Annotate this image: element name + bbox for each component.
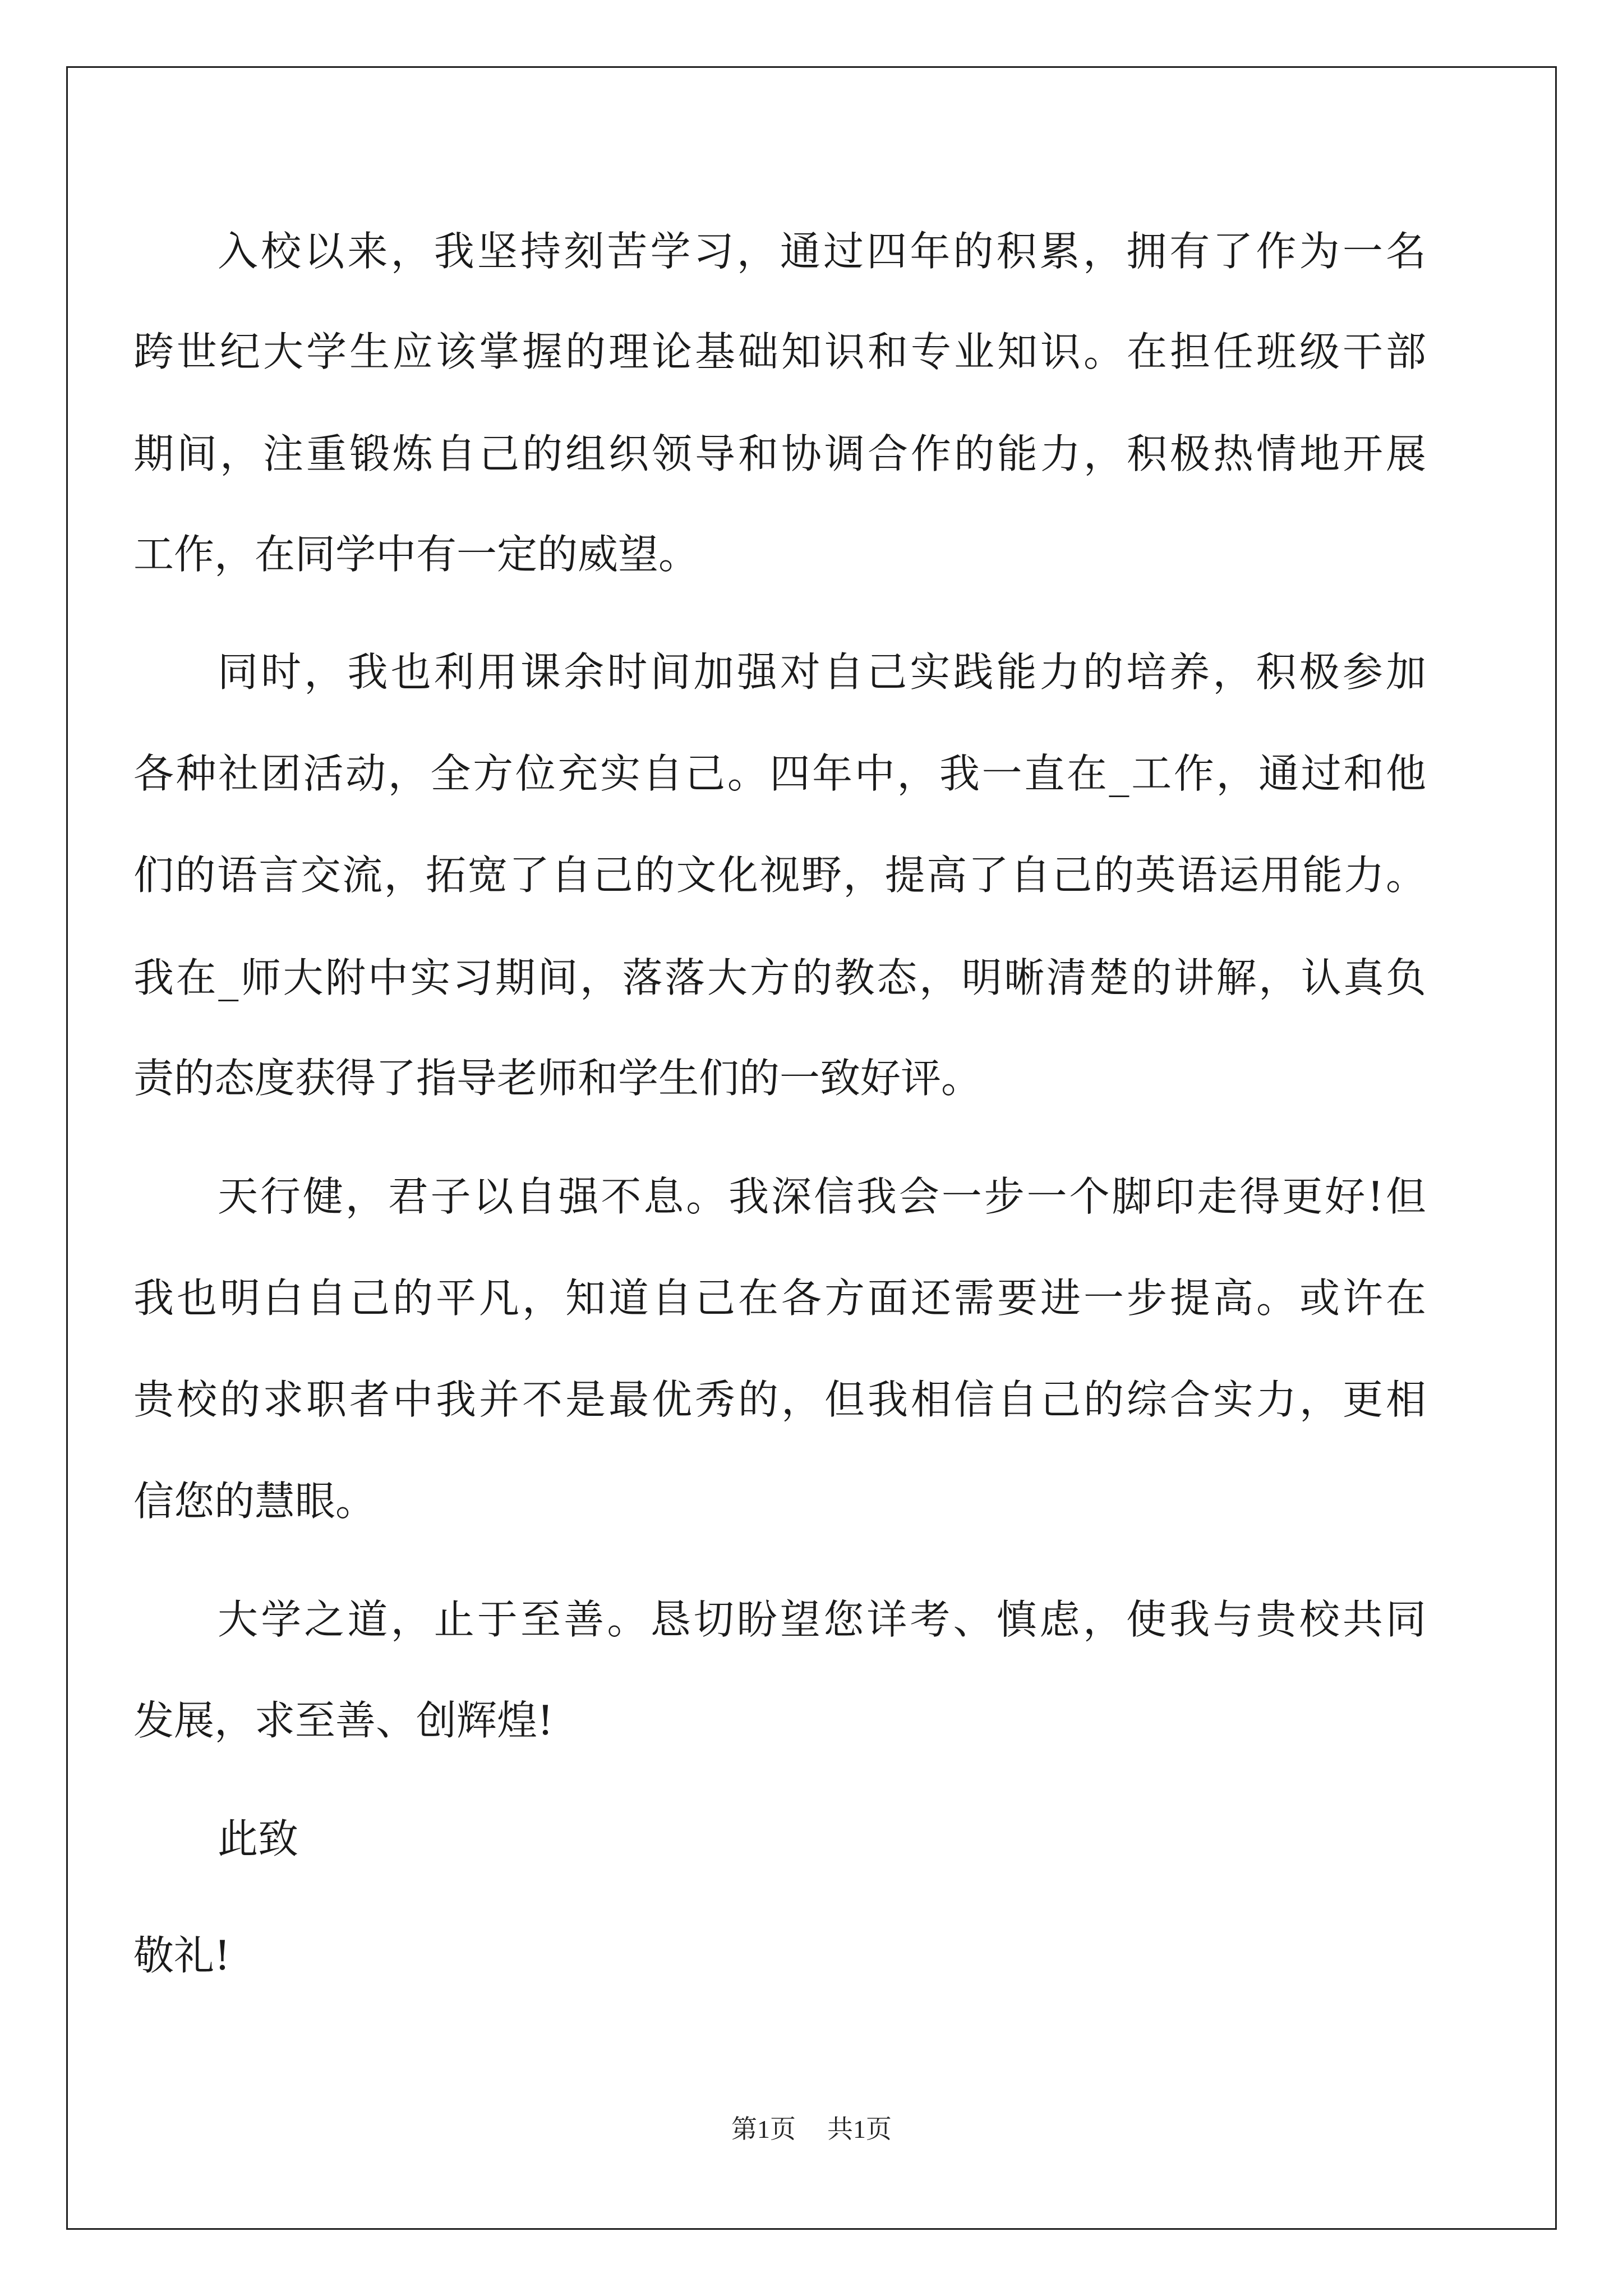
page-footer [0, 2113, 1623, 2146]
paragraph-2-line-2: 各种社团活动，全方位充实自己。四年中，我一直在_工作，通过和他 [133, 750, 1426, 797]
paragraph-2-line-1: 同时，我也利用课余时间加强对自己实践能力的培养，积极参加 [218, 648, 1426, 696]
paragraph-1-line-1: 入校以来，我坚持刻苦学习，通过四年的积累，拥有了作为一名 [218, 228, 1426, 275]
paragraph-3-line-3: 贵校的求职者中我并不是最优秀的，但我相信自己的综合实力，更相 [133, 1376, 1426, 1423]
paragraph-1-line-4: 工作，在同学中有一定的威望。 [133, 531, 699, 578]
paragraph-3-line-4: 信您的慧眼。 [133, 1478, 376, 1525]
paragraph-2-line-5: 责的态度获得了指导老师和学生们的一致好评。 [133, 1055, 982, 1102]
page-number-current: 第1页 [731, 2115, 796, 2143]
paragraph-1-line-2: 跨世纪大学生应该掌握的理论基础知识和专业知识。在担任班级干部 [133, 328, 1426, 375]
paragraph-4-line-2: 发展，求至善、创辉煌! [133, 1697, 554, 1744]
paragraph-4-line-1: 大学之道，止于至善。恳切盼望您详考、慎虑，使我与贵校共同 [218, 1596, 1426, 1643]
closing-salutation: 此致 [218, 1815, 299, 1862]
paragraph-2-line-4: 我在_师大附中实习期间，落落大方的教态，明晰清楚的讲解，认真负 [133, 954, 1426, 1001]
page-number-total: 共1页 [827, 2115, 892, 2143]
paragraph-2-line-3: 们的语言交流，拓宽了自己的文化视野，提高了自己的英语运用能力。 [133, 852, 1426, 899]
paragraph-1-line-3: 期间，注重锻炼自己的组织领导和协调合作的能力，积极热情地开展 [133, 430, 1426, 477]
closing-regards: 敬礼! [133, 1932, 230, 1979]
paragraph-3-line-2: 我也明白自己的平凡，知道自己在各方面还需要进一步提高。或许在 [133, 1274, 1426, 1322]
page-border [66, 66, 1557, 2230]
paragraph-3-line-1: 天行健，君子以自强不息。我深信我会一步一个脚印走得更好!但 [218, 1173, 1426, 1220]
